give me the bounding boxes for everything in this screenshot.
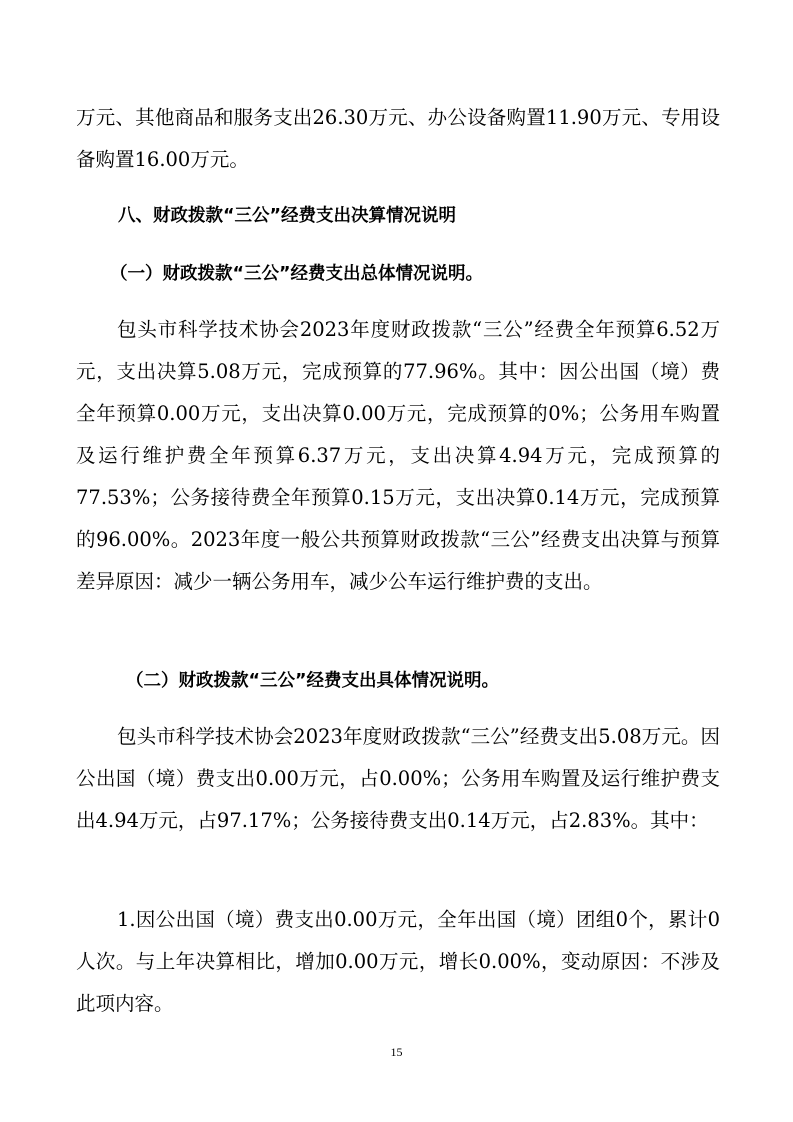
subsection-2-heading: （二）财政拨款“三公”经费支出具体情况说明。 <box>126 671 500 691</box>
subsection-1-paragraph: 包头市科学技术协会2023年度财政拨款“三公”经费全年预算6.52万元，支出决算5.08万元，完成预算的77.96%。其中：因公出国（境）费全年预算0.00万元，支出决算0.00万元，完成预算的0%；公务用车购置及运行维护费全年预算6.37万元，支出决算4.94万元，完成预算的77.53%；公务接待费全年预算0.15万元，支出决算0.14万元，完成预算的96.00%。2023年度一般公共预算财政拨款“三公”经费支出决算与预算差异原因：减少一辆公务用车，减少公车运行维护费的支出。 <box>76 318 720 593</box>
subsection-1-heading: （一）财政拨款“三公”经费支出总体情况说明。 <box>110 264 484 284</box>
subsection-2-item-1: 1.因公出国（境）费支出0.00万元，全年出国（境）团组0个，累计0人次。与上年决算相比，增加0.00万元，增长0.00%，变动原因：不涉及此项内容。 <box>76 908 720 1015</box>
section-heading: 八、财政拨款“三公”经费支出决算情况说明 <box>118 206 457 226</box>
subsection-2-paragraph: 包头市科学技术协会2023年度财政拨款“三公”经费支出5.08万元。因公出国（境）费支出0.00万元，占0.00%；公务用车购置及运行维护费支出4.94万元，占97.17%；公务接待费支出0.14万元，占2.83%。其中： <box>76 725 720 832</box>
page-number: 15 <box>390 1045 403 1059</box>
continuation-paragraph: 万元、其他商品和服务支出26.30万元、办公设备购置11.90万元、专用设备购置16.00万元。 <box>76 106 720 171</box>
